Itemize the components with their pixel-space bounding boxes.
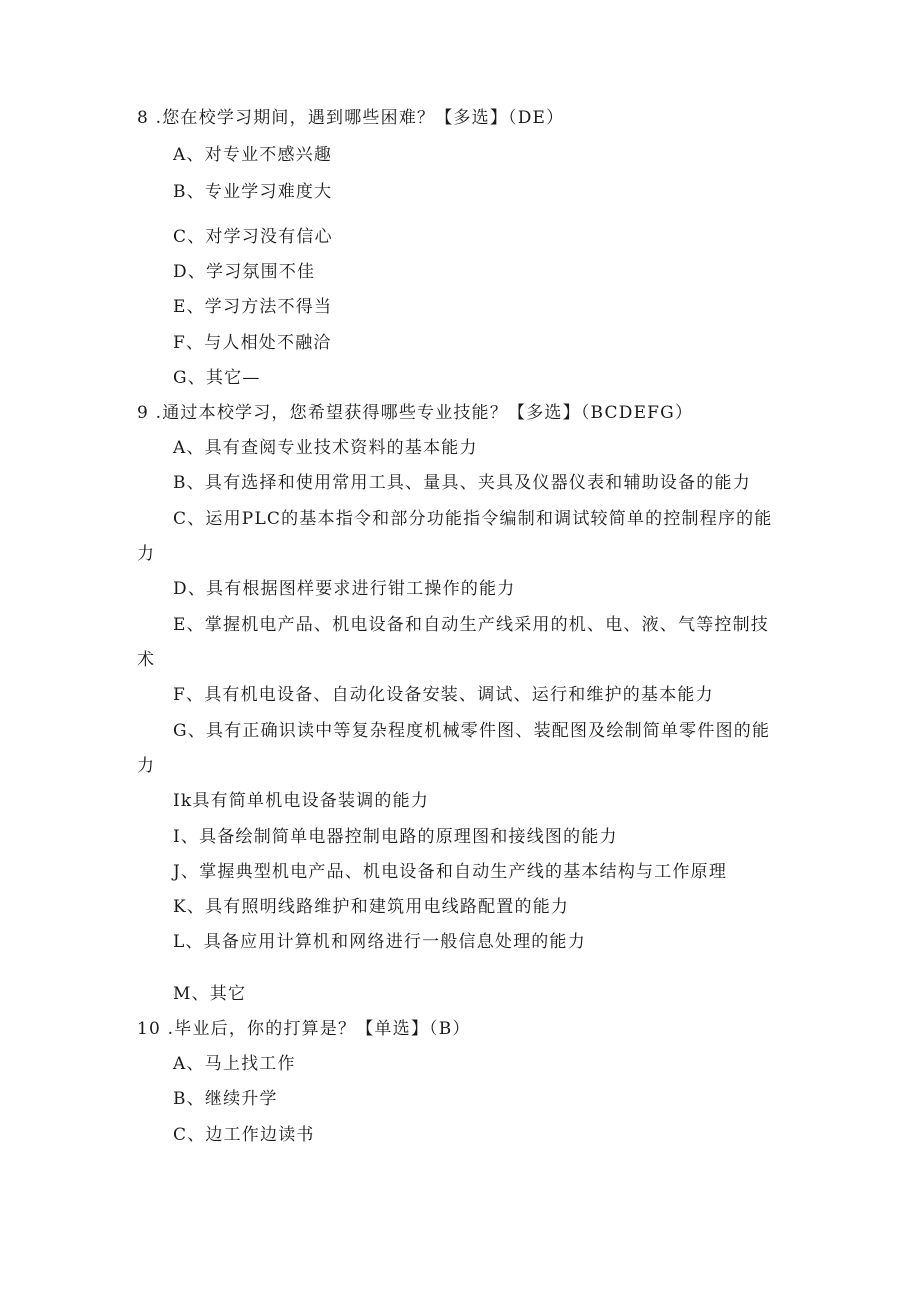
q9-option-c: C、运用PLC的基本指令和部分功能指令编制和调试较简单的控制程序的能 — [173, 509, 773, 529]
question-8-title: 8 .您在校学习期间，遇到哪些困难？【多选】（DE） — [137, 108, 565, 128]
q9-option-g-wrap: 力 — [137, 756, 156, 776]
q8-option-f: F、与人相处不融洽 — [173, 333, 332, 353]
q9-option-g: G、具有正确识读中等复杂程度机械零件图、装配图及绘制简单零件图的能 — [173, 721, 771, 741]
q9-option-m: M、其它 — [173, 984, 247, 1004]
q8-option-d: D、学习氛围不佳 — [173, 262, 316, 282]
q9-option-k: K、具有照明线路维护和建筑用电线路配置的能力 — [173, 897, 570, 917]
q10-option-b: B、继续升学 — [173, 1089, 278, 1109]
q9-option-a: A、具有查阅专业技术资料的基本能力 — [173, 438, 478, 458]
q8-option-b: B、专业学习难度大 — [173, 182, 333, 202]
question-10-title: 10 .毕业后，你的打算是？【单选】（B） — [137, 1019, 471, 1039]
question-9-title: 9 .通过本校学习，您希望获得哪些专业技能？【多选】（BCDEFG） — [137, 403, 694, 423]
q9-option-h: Ik具有简单机电设备装调的能力 — [173, 791, 430, 811]
q8-option-g: G、其它— — [173, 368, 261, 388]
q9-option-e-wrap: 术 — [137, 650, 156, 670]
q9-option-c-wrap: 力 — [137, 544, 156, 564]
q9-option-b: B、具有选择和使用常用工具、量具、夹具及仪器仪表和辅助设备的能力 — [173, 473, 751, 493]
q10-option-a: A、马上找工作 — [173, 1054, 296, 1074]
q9-option-l: L、具备应用计算机和网络进行一般信息处理的能力 — [173, 932, 586, 952]
q9-option-f: F、具有机电设备、自动化设备安装、调试、运行和维护的基本能力 — [173, 685, 714, 705]
q9-option-d: D、具有根据图样要求进行钳工操作的能力 — [173, 579, 516, 599]
q9-option-e: E、掌握机电产品、机电设备和自动生产线采用的机、电、液、气等控制技 — [173, 615, 770, 635]
q8-option-e: E、学习方法不得当 — [173, 297, 333, 317]
q8-option-a: A、对专业不感兴趣 — [173, 145, 333, 165]
q10-option-c: C、边工作边读书 — [173, 1125, 315, 1145]
q9-option-j: J、掌握典型机电产品、机电设备和自动生产线的基本结构与工作原理 — [173, 862, 728, 882]
q9-option-i: I、具备绘制简单电器控制电路的原理图和接线图的能力 — [173, 827, 618, 847]
q8-option-c: C、对学习没有信心 — [173, 227, 333, 247]
